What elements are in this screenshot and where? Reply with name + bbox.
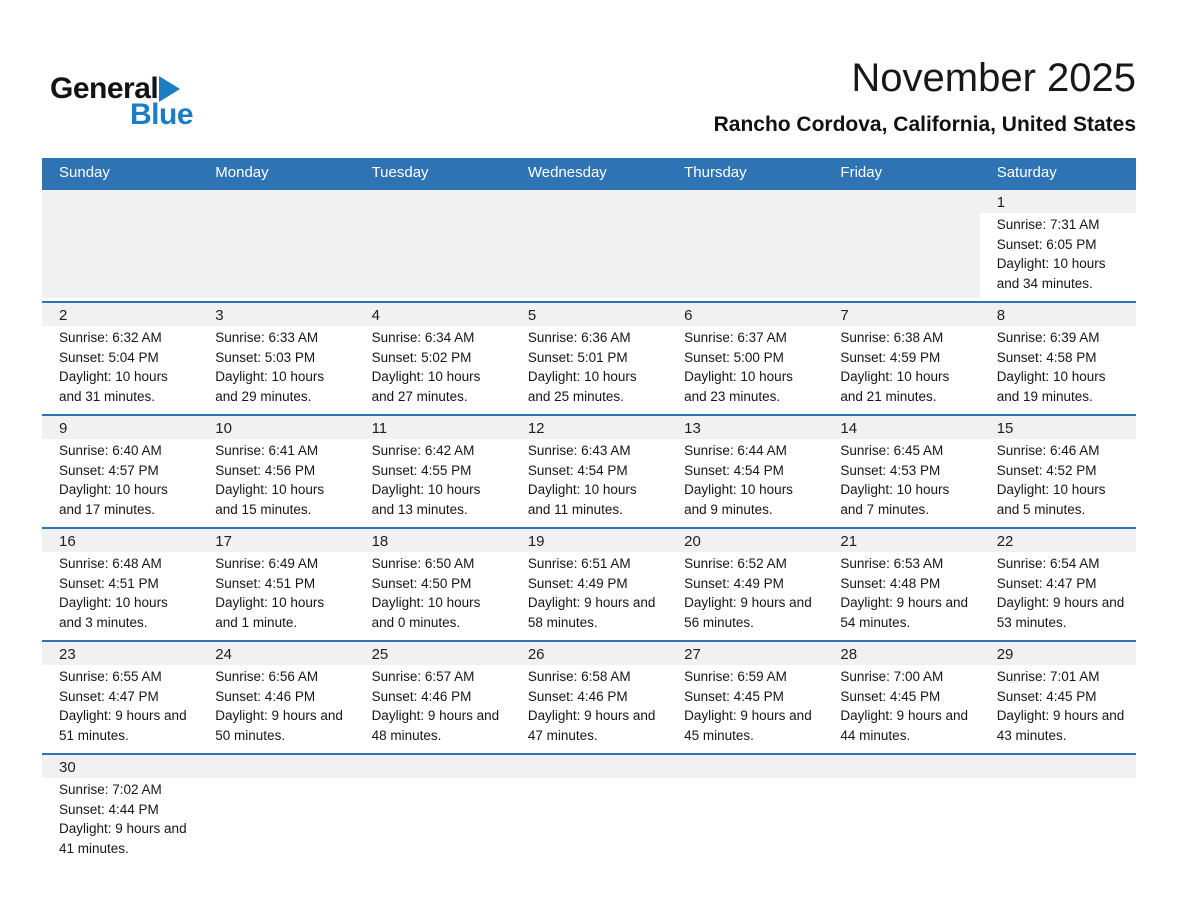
day-number: 6	[667, 303, 823, 326]
day-cell	[355, 416, 511, 527]
sunset-text: Sunset: 5:03 PM	[215, 349, 316, 365]
day-number: 1	[980, 190, 1136, 213]
day-number: 8	[980, 303, 1136, 326]
empty-day-cell	[823, 755, 979, 866]
sunrise-text: Sunrise: 6:55 AM	[59, 669, 162, 684]
sunrise-text: Sunrise: 6:43 AM	[527, 443, 631, 458]
week-cells	[42, 416, 1136, 527]
week-row	[42, 753, 1136, 866]
day-details	[980, 552, 1136, 640]
daylight-text: Daylight: 10 hours and 13 minutes.	[371, 482, 481, 517]
week-cells	[42, 642, 1136, 753]
day-details	[355, 439, 511, 527]
day-number: 13	[667, 416, 823, 439]
day-number	[355, 755, 511, 778]
daylight-text: Daylight: 9 hours and 54 minutes.	[840, 595, 968, 630]
day-number	[823, 190, 979, 213]
sunset-text: Sunset: 4:49 PM	[684, 575, 784, 591]
day-details	[511, 439, 667, 527]
sunset-text: Sunset: 4:46 PM	[527, 688, 628, 704]
sunrise-text: Sunrise: 6:49 AM	[215, 556, 319, 571]
week-row	[42, 527, 1136, 640]
day-number	[198, 190, 354, 213]
day-cell	[980, 529, 1136, 640]
sunrise-text: Sunrise: 6:45 AM	[840, 443, 944, 458]
day-details	[667, 213, 823, 298]
day-number: 17	[198, 529, 354, 552]
day-details	[823, 439, 979, 527]
day-number: 12	[511, 416, 667, 439]
day-number: 9	[42, 416, 198, 439]
empty-day-cell	[667, 755, 823, 866]
day-details	[511, 552, 667, 640]
day-cell	[511, 642, 667, 753]
day-details	[198, 552, 354, 640]
sunset-text: Sunset: 6:05 PM	[996, 236, 1097, 252]
sunrise-text: Sunrise: 7:31 AM	[996, 217, 1100, 232]
daylight-text: Daylight: 10 hours and 25 minutes.	[527, 369, 637, 404]
day-number: 5	[511, 303, 667, 326]
day-details	[198, 439, 354, 527]
empty-day-cell	[511, 755, 667, 866]
sunset-text: Sunset: 4:45 PM	[996, 688, 1097, 704]
day-details	[511, 778, 667, 863]
sunrise-text: Sunrise: 7:00 AM	[840, 669, 944, 684]
sunrise-text: Sunrise: 6:48 AM	[59, 556, 162, 571]
day-number: 24	[198, 642, 354, 665]
daylight-text: Daylight: 10 hours and 34 minutes.	[996, 256, 1106, 291]
sunset-text: Sunset: 4:46 PM	[371, 688, 472, 704]
sunrise-text: Sunrise: 6:57 AM	[371, 669, 475, 684]
calendar-table	[42, 158, 1136, 866]
sunset-text: Sunset: 4:54 PM	[527, 462, 628, 478]
sunset-text: Sunset: 4:54 PM	[684, 462, 784, 478]
daylight-text: Daylight: 10 hours and 27 minutes.	[371, 369, 481, 404]
title-block	[714, 56, 1136, 137]
day-details	[980, 213, 1136, 301]
day-number: 3	[198, 303, 354, 326]
sunset-text: Sunset: 5:01 PM	[527, 349, 628, 365]
day-cell	[511, 529, 667, 640]
day-cell	[355, 642, 511, 753]
daylight-text: Daylight: 10 hours and 7 minutes.	[840, 482, 950, 517]
day-number: 30	[42, 755, 198, 778]
day-details	[355, 778, 511, 863]
week-row	[42, 301, 1136, 414]
daylight-text: Daylight: 10 hours and 19 minutes.	[996, 369, 1106, 404]
sunrise-text: Sunrise: 6:51 AM	[527, 556, 631, 571]
sunset-text: Sunset: 4:56 PM	[215, 462, 316, 478]
sunrise-text: Sunrise: 6:34 AM	[371, 330, 475, 345]
day-cell	[823, 416, 979, 527]
daylight-text: Daylight: 10 hours and 15 minutes.	[215, 482, 325, 517]
weeks-container	[42, 188, 1136, 866]
day-number: 14	[823, 416, 979, 439]
weekday-header-sunday: Sunday	[59, 164, 110, 181]
empty-day-cell	[823, 190, 979, 301]
day-number: 10	[198, 416, 354, 439]
sunset-text: Sunset: 4:57 PM	[59, 462, 159, 478]
day-details	[198, 665, 354, 753]
day-cell	[667, 303, 823, 414]
sunset-text: Sunset: 4:51 PM	[215, 575, 316, 591]
day-cell	[355, 529, 511, 640]
daylight-text: Daylight: 9 hours and 56 minutes.	[684, 595, 812, 630]
sunset-text: Sunset: 4:58 PM	[996, 349, 1097, 365]
sunrise-text: Sunrise: 6:50 AM	[371, 556, 475, 571]
day-details	[667, 665, 823, 753]
day-details	[980, 326, 1136, 414]
sunset-text: Sunset: 4:44 PM	[59, 801, 159, 817]
day-details	[511, 213, 667, 298]
day-number	[980, 755, 1136, 778]
sunset-text: Sunset: 4:45 PM	[840, 688, 941, 704]
day-number: 2	[42, 303, 198, 326]
day-cell	[42, 529, 198, 640]
day-number: 4	[355, 303, 511, 326]
sunrise-text: Sunrise: 6:54 AM	[996, 556, 1100, 571]
month-title: November 2025	[851, 56, 1136, 100]
day-details	[42, 552, 198, 640]
empty-day-cell	[980, 755, 1136, 866]
day-number: 20	[667, 529, 823, 552]
day-details	[42, 213, 198, 298]
sunrise-text: Sunrise: 6:39 AM	[996, 330, 1100, 345]
weekday-header-monday: Monday	[215, 164, 269, 181]
sunset-text: Sunset: 4:52 PM	[996, 462, 1097, 478]
daylight-text: Daylight: 10 hours and 29 minutes.	[215, 369, 325, 404]
day-details	[980, 665, 1136, 753]
sunset-text: Sunset: 4:48 PM	[840, 575, 941, 591]
empty-day-cell	[42, 190, 198, 301]
day-details	[355, 326, 511, 414]
day-cell	[511, 303, 667, 414]
week-cells	[42, 190, 1136, 301]
weekday-header-wednesday: Wednesday	[527, 164, 607, 181]
day-number	[42, 190, 198, 213]
daylight-text: Daylight: 10 hours and 31 minutes.	[59, 369, 168, 404]
sunrise-text: Sunrise: 6:42 AM	[371, 443, 475, 458]
sunrise-text: Sunrise: 6:36 AM	[527, 330, 631, 345]
sunset-text: Sunset: 4:47 PM	[996, 575, 1097, 591]
daylight-text: Daylight: 9 hours and 51 minutes.	[59, 708, 187, 743]
day-cell	[42, 755, 198, 866]
day-number: 25	[355, 642, 511, 665]
daylight-text: Daylight: 9 hours and 50 minutes.	[215, 708, 343, 743]
daylight-text: Daylight: 10 hours and 3 minutes.	[59, 595, 168, 630]
day-details	[823, 552, 979, 640]
week-cells	[42, 755, 1136, 866]
day-details	[980, 778, 1136, 863]
sunrise-text: Sunrise: 7:02 AM	[59, 782, 162, 797]
sunset-text: Sunset: 5:00 PM	[684, 349, 784, 365]
day-details	[823, 326, 979, 414]
empty-day-cell	[355, 755, 511, 866]
day-cell	[42, 303, 198, 414]
sunrise-text: Sunrise: 6:53 AM	[840, 556, 944, 571]
sunset-text: Sunset: 4:45 PM	[684, 688, 784, 704]
sunrise-text: Sunrise: 6:32 AM	[59, 330, 162, 345]
sunset-text: Sunset: 4:49 PM	[527, 575, 628, 591]
day-cell	[667, 416, 823, 527]
day-details	[667, 552, 823, 640]
day-details	[198, 213, 354, 298]
daylight-text: Daylight: 10 hours and 21 minutes.	[840, 369, 950, 404]
daylight-text: Daylight: 10 hours and 11 minutes.	[527, 482, 637, 517]
day-cell	[511, 416, 667, 527]
daylight-text: Daylight: 10 hours and 0 minutes.	[371, 595, 481, 630]
sunset-text: Sunset: 4:51 PM	[59, 575, 159, 591]
sunrise-text: Sunrise: 6:52 AM	[684, 556, 787, 571]
day-cell	[198, 642, 354, 753]
day-number	[511, 190, 667, 213]
sunset-text: Sunset: 5:02 PM	[371, 349, 472, 365]
sunset-text: Sunset: 4:46 PM	[215, 688, 316, 704]
day-cell	[667, 642, 823, 753]
day-cell	[198, 529, 354, 640]
day-cell	[980, 190, 1136, 301]
day-number: 23	[42, 642, 198, 665]
week-row	[42, 188, 1136, 301]
day-cell	[42, 416, 198, 527]
day-cell	[198, 416, 354, 527]
day-details	[667, 326, 823, 414]
sunset-text: Sunset: 4:50 PM	[371, 575, 472, 591]
sunrise-text: Sunrise: 6:37 AM	[684, 330, 787, 345]
daylight-text: Daylight: 9 hours and 58 minutes.	[527, 595, 656, 630]
sunrise-text: Sunrise: 6:59 AM	[684, 669, 787, 684]
day-details	[511, 665, 667, 753]
day-cell	[667, 529, 823, 640]
day-details	[42, 439, 198, 527]
logo-text-general: General	[50, 72, 159, 105]
week-row	[42, 414, 1136, 527]
daylight-text: Daylight: 10 hours and 5 minutes.	[996, 482, 1106, 517]
weekday-header-thursday: Thursday	[684, 164, 747, 181]
daylight-text: Daylight: 10 hours and 1 minute.	[215, 595, 325, 630]
sunrise-text: Sunrise: 6:38 AM	[840, 330, 944, 345]
day-cell	[980, 416, 1136, 527]
day-cell	[823, 642, 979, 753]
daylight-text: Daylight: 10 hours and 23 minutes.	[684, 369, 793, 404]
day-details	[198, 326, 354, 414]
sunrise-text: Sunrise: 6:58 AM	[527, 669, 631, 684]
day-details	[667, 439, 823, 527]
day-number	[667, 755, 823, 778]
week-cells	[42, 303, 1136, 414]
day-details	[823, 213, 979, 298]
day-number: 22	[980, 529, 1136, 552]
day-number	[198, 755, 354, 778]
sunrise-text: Sunrise: 7:01 AM	[996, 669, 1100, 684]
day-number: 19	[511, 529, 667, 552]
sunrise-text: Sunrise: 6:46 AM	[996, 443, 1100, 458]
day-details	[823, 778, 979, 863]
day-details	[42, 665, 198, 753]
daylight-text: Daylight: 10 hours and 17 minutes.	[59, 482, 168, 517]
weekday-header-saturday: Saturday	[996, 164, 1057, 181]
day-cell	[42, 642, 198, 753]
day-number: 26	[511, 642, 667, 665]
empty-day-cell	[667, 190, 823, 301]
general-blue-logo	[50, 74, 193, 130]
day-number	[667, 190, 823, 213]
location-subtitle: Rancho Cordova, California, United States	[713, 113, 1136, 136]
daylight-text: Daylight: 10 hours and 9 minutes.	[684, 482, 793, 517]
empty-day-cell	[511, 190, 667, 301]
day-number: 18	[355, 529, 511, 552]
week-row	[42, 640, 1136, 753]
day-cell	[980, 303, 1136, 414]
day-number	[355, 190, 511, 213]
day-details	[511, 326, 667, 414]
sunrise-text: Sunrise: 6:40 AM	[59, 443, 162, 458]
logo-text-blue: Blue	[130, 98, 194, 131]
sunrise-text: Sunrise: 6:56 AM	[215, 669, 319, 684]
weekday-header-tuesday: Tuesday	[371, 164, 429, 181]
empty-day-cell	[355, 190, 511, 301]
daylight-text: Daylight: 9 hours and 45 minutes.	[684, 708, 812, 743]
daylight-text: Daylight: 9 hours and 43 minutes.	[996, 708, 1125, 743]
day-number: 15	[980, 416, 1136, 439]
day-cell	[823, 529, 979, 640]
day-cell	[198, 303, 354, 414]
day-cell	[980, 642, 1136, 753]
sunset-text: Sunset: 4:53 PM	[840, 462, 941, 478]
day-number: 11	[355, 416, 511, 439]
sunrise-text: Sunrise: 6:41 AM	[215, 443, 319, 458]
sunrise-text: Sunrise: 6:33 AM	[215, 330, 319, 345]
weekday-header-row	[42, 158, 1136, 188]
day-details	[980, 439, 1136, 527]
daylight-text: Daylight: 9 hours and 41 minutes.	[59, 821, 187, 856]
daylight-text: Daylight: 9 hours and 53 minutes.	[996, 595, 1125, 630]
day-details	[42, 326, 198, 414]
day-number: 16	[42, 529, 198, 552]
day-number	[823, 755, 979, 778]
daylight-text: Daylight: 9 hours and 48 minutes.	[371, 708, 500, 743]
week-cells	[42, 529, 1136, 640]
empty-day-cell	[198, 755, 354, 866]
day-details	[823, 665, 979, 753]
day-details	[198, 778, 354, 863]
day-number: 7	[823, 303, 979, 326]
weekday-header-friday: Friday	[840, 164, 883, 181]
empty-day-cell	[198, 190, 354, 301]
day-cell	[355, 303, 511, 414]
sunset-text: Sunset: 4:55 PM	[371, 462, 472, 478]
day-details	[355, 552, 511, 640]
day-number: 29	[980, 642, 1136, 665]
daylight-text: Daylight: 9 hours and 44 minutes.	[840, 708, 968, 743]
day-number	[511, 755, 667, 778]
sunset-text: Sunset: 5:04 PM	[59, 349, 159, 365]
sunrise-text: Sunrise: 6:44 AM	[684, 443, 787, 458]
day-details	[42, 778, 198, 866]
day-number: 21	[823, 529, 979, 552]
day-number: 28	[823, 642, 979, 665]
sunset-text: Sunset: 4:59 PM	[840, 349, 941, 365]
day-details	[355, 665, 511, 753]
day-details	[667, 778, 823, 863]
sunset-text: Sunset: 4:47 PM	[59, 688, 159, 704]
day-details	[355, 213, 511, 298]
day-cell	[823, 303, 979, 414]
day-number: 27	[667, 642, 823, 665]
daylight-text: Daylight: 9 hours and 47 minutes.	[527, 708, 656, 743]
